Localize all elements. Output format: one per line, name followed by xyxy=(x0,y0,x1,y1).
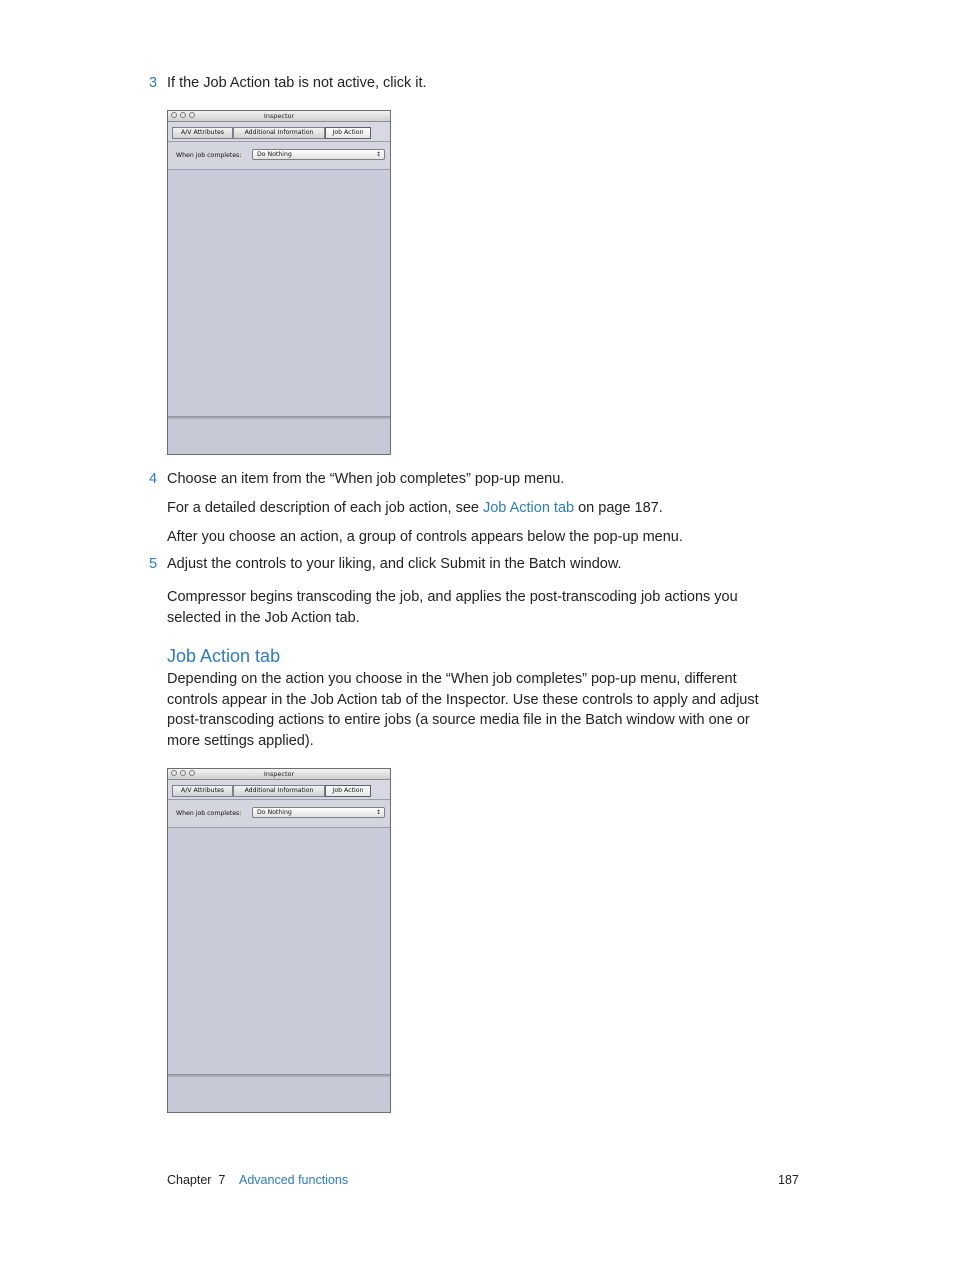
job-action-tab-link[interactable]: Job Action tab xyxy=(482,500,575,516)
step-5-text: Adjust the controls to your liking, and click Submit in the Batch window. xyxy=(167,556,622,572)
inspector-footer xyxy=(168,419,390,454)
inspector-window-1 xyxy=(167,110,391,455)
inspector-panel-body xyxy=(168,828,390,1074)
tab-additional-information[interactable]: Additional Information xyxy=(233,785,325,797)
step-5-result-line-2: selected in the Job Action tab. xyxy=(167,610,360,626)
inspector-title: Inspector xyxy=(263,770,295,778)
step-4-detail xyxy=(167,498,663,519)
section-line-3: post-transcoding actions to entire jobs (a source media file in the Batch window with one or xyxy=(167,712,750,728)
tab-job-action[interactable]: Job Action xyxy=(325,785,371,797)
when-job-completes-popup[interactable] xyxy=(252,149,385,160)
popup-arrows-icon: ↕ xyxy=(375,151,381,158)
inspector-tab-strip xyxy=(168,780,390,800)
step-5-result-line-1: Compressor begins transcoding the job, and applies the post-transcoding job actions you xyxy=(167,589,738,605)
when-job-completes-label: When job completes: xyxy=(176,152,242,159)
popup-value: Do Nothing xyxy=(257,809,292,816)
inspector-title: Inspector xyxy=(263,112,295,120)
popup-arrows-icon: ↕ xyxy=(375,809,381,816)
section-line-1: Depending on the action you choose in the “When job completes” pop-up menu, different xyxy=(167,671,737,687)
footer-chapter: Chapter 7 xyxy=(167,1173,226,1187)
popup-value: Do Nothing xyxy=(257,151,292,158)
inspector-titlebar xyxy=(168,769,390,780)
detail-text-after: on page 187. xyxy=(574,500,663,516)
step-4-number: 4 xyxy=(149,471,158,487)
section-heading: Job Action tab xyxy=(167,646,281,666)
inspector-tab-strip xyxy=(168,122,390,142)
section-line-2: controls appear in the Job Action tab of the Inspector. Use these controls to apply and adjust xyxy=(167,692,759,708)
step-4-text: Choose an item from the “When job completes” pop-up menu. xyxy=(167,471,565,487)
tab-job-action[interactable]: Job Action xyxy=(325,127,371,139)
page-number: 187 xyxy=(778,1173,799,1187)
step-3-number: 3 xyxy=(149,75,158,91)
step-5-number: 5 xyxy=(149,556,158,572)
step-3-text: If the Job Action tab is not active, click it. xyxy=(167,75,427,91)
detail-text-before: For a detailed description of each job action, see xyxy=(167,500,483,516)
tab-additional-information[interactable]: Additional Information xyxy=(233,127,325,139)
tab-av-attributes[interactable]: A/V Attributes xyxy=(172,785,233,797)
job-completes-row xyxy=(168,800,390,828)
footer-chapter-title[interactable]: Advanced functions xyxy=(239,1173,349,1187)
when-job-completes-label: When job completes: xyxy=(176,810,242,817)
when-job-completes-popup[interactable] xyxy=(252,807,385,818)
step-4-after: After you choose an action, a group of controls appears below the pop-up menu. xyxy=(167,529,683,545)
inspector-titlebar xyxy=(168,111,390,122)
inspector-window-2 xyxy=(167,768,391,1113)
tab-av-attributes[interactable]: A/V Attributes xyxy=(172,127,233,139)
job-completes-row xyxy=(168,142,390,170)
section-line-4: more settings applied). xyxy=(167,733,314,749)
inspector-panel-body xyxy=(168,170,390,416)
inspector-footer xyxy=(168,1077,390,1112)
